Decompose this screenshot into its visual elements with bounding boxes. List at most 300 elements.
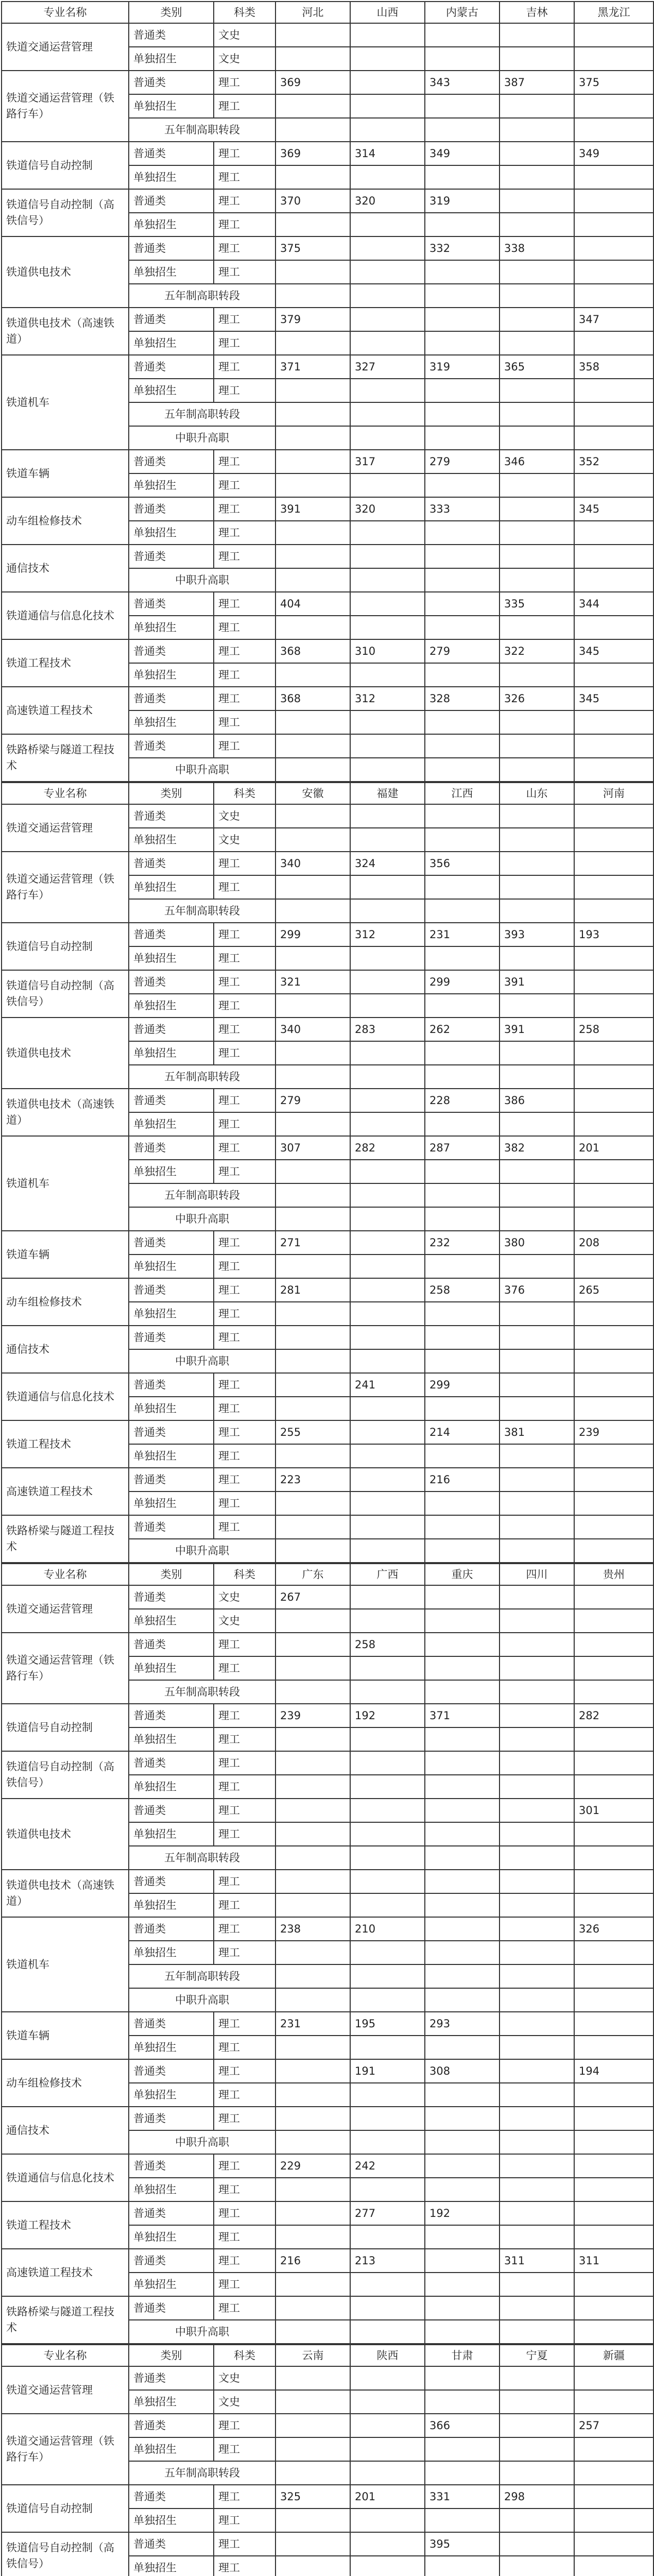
column-header: 类别: [129, 2, 214, 23]
subject-cell: 理工: [214, 616, 276, 639]
score-cell: [276, 616, 350, 639]
score-cell: [574, 165, 653, 189]
score-cell: [500, 497, 574, 521]
table-row: [2, 687, 653, 710]
score-cell: [276, 1751, 350, 1775]
category-cell: 单独招生: [129, 663, 214, 687]
score-cell: [425, 1160, 500, 1183]
score-cell: [276, 2390, 350, 2414]
category-cell: 五年制高职转段: [129, 284, 276, 308]
score-cell: 310: [350, 639, 425, 663]
score-cell: [276, 450, 350, 473]
table-row: [2, 1870, 653, 1893]
score-cell: [350, 94, 425, 118]
score-cell: [425, 2461, 500, 2485]
score-cell: [500, 875, 574, 899]
category-cell: 单独招生: [129, 260, 214, 284]
score-cell: [425, 1255, 500, 1278]
table-row: [2, 970, 653, 994]
score-cell: 319: [425, 189, 500, 213]
score-cell: [574, 1964, 653, 1988]
score-cell: [500, 94, 574, 118]
score-cell: [350, 1255, 425, 1278]
subject-cell: 理工: [214, 1515, 276, 1539]
score-cell: 326: [500, 687, 574, 710]
score-cell: [425, 2107, 500, 2130]
score-cell: 358: [574, 355, 653, 379]
score-cell: 298: [500, 2485, 574, 2509]
category-cell: 单独招生: [129, 1609, 214, 1633]
category-cell: 单独招生: [129, 1941, 214, 1964]
category-cell: 五年制高职转段: [129, 1846, 276, 1870]
score-cell: [350, 734, 425, 758]
score-cell: 314: [350, 142, 425, 165]
subject-cell: 理工: [214, 2485, 276, 2509]
major-name: 动车组检修技术: [2, 497, 129, 545]
category-cell: 单独招生: [129, 616, 214, 639]
column-header: 类别: [129, 783, 214, 804]
score-cell: [574, 994, 653, 1018]
score-cell: 299: [425, 970, 500, 994]
score-cell: [350, 1397, 425, 1420]
score-cell: [500, 1207, 574, 1231]
score-cell: [425, 2083, 500, 2107]
score-cell: 258: [350, 1633, 425, 1656]
category-cell: 单独招生: [129, 946, 214, 970]
subject-cell: 理工: [214, 355, 276, 379]
table-row: [2, 639, 653, 663]
score-cell: [500, 1302, 574, 1326]
score-cell: [276, 1302, 350, 1326]
score-cell: [574, 1255, 653, 1278]
score-cell: [500, 1183, 574, 1207]
score-cell: [574, 2485, 653, 2509]
score-cell: [500, 1917, 574, 1941]
score-cell: 271: [276, 1231, 350, 1255]
category-cell: 普通类: [129, 1278, 214, 1302]
score-cell: [425, 2366, 500, 2390]
subject-cell: 理工: [214, 497, 276, 521]
score-cell: [574, 2556, 653, 2576]
score-cell: [350, 118, 425, 142]
subject-cell: 理工: [214, 473, 276, 497]
score-cell: [574, 1065, 653, 1089]
score-cell: [500, 663, 574, 687]
category-cell: 普通类: [129, 923, 214, 946]
header-row: [2, 2345, 653, 2366]
score-cell: [350, 2036, 425, 2059]
score-cell: [350, 2178, 425, 2201]
score-cell: 216: [425, 1468, 500, 1492]
subject-cell: 理工: [214, 1941, 276, 1964]
score-cell: 343: [425, 71, 500, 94]
table-row: [2, 142, 653, 165]
table-row: [2, 2485, 653, 2509]
province-header: 宁夏: [500, 2345, 574, 2366]
score-cell: [350, 970, 425, 994]
score-cell: [500, 1941, 574, 1964]
score-cell: 391: [500, 970, 574, 994]
score-cell: 381: [500, 1420, 574, 1444]
score-cell: [425, 2320, 500, 2344]
score-cell: [500, 758, 574, 782]
subject-cell: 理工: [214, 165, 276, 189]
score-cell: [574, 2532, 653, 2556]
subject-cell: 理工: [214, 1727, 276, 1751]
table-row: [2, 355, 653, 379]
score-cell: [425, 1988, 500, 2012]
subject-cell: 理工: [214, 1468, 276, 1492]
subject-cell: 理工: [214, 734, 276, 758]
category-cell: 普通类: [129, 2485, 214, 2509]
score-cell: [425, 2178, 500, 2201]
score-cell: [350, 2556, 425, 2576]
score-cell: [574, 260, 653, 284]
major-name: 铁道信号自动控制（高铁信号）: [2, 970, 129, 1018]
subject-cell: 理工: [214, 450, 276, 473]
score-cell: [574, 331, 653, 355]
score-cell: [350, 165, 425, 189]
score-cell: [425, 2556, 500, 2576]
score-cell: [574, 2178, 653, 2201]
score-cell: [500, 1988, 574, 2012]
category-cell: 五年制高职转段: [129, 1183, 276, 1207]
table-row: [2, 2059, 653, 2083]
score-cell: [574, 1183, 653, 1207]
score-cell: [500, 1609, 574, 1633]
major-name: 铁道工程技术: [2, 639, 129, 687]
score-cell: [500, 1373, 574, 1397]
score-cell: 210: [350, 1917, 425, 1941]
score-cell: 311: [574, 2249, 653, 2273]
category-cell: 普通类: [129, 1799, 214, 1822]
category-cell: 普通类: [129, 592, 214, 616]
subject-cell: 理工: [214, 639, 276, 663]
score-cell: [350, 1799, 425, 1822]
score-cell: [350, 1065, 425, 1089]
score-cell: 345: [574, 497, 653, 521]
category-cell: 五年制高职转段: [129, 1065, 276, 1089]
score-cell: [500, 1727, 574, 1751]
subject-cell: 理工: [214, 970, 276, 994]
score-cell: [350, 1822, 425, 1846]
table-row: [2, 1089, 653, 1112]
score-cell: 208: [574, 1231, 653, 1255]
score-table: [1, 2344, 654, 2576]
column-header: 类别: [129, 1564, 214, 1585]
subject-cell: 理工: [214, 2296, 276, 2320]
score-cell: [500, 852, 574, 875]
score-cell: [425, 899, 500, 923]
score-cell: [574, 23, 653, 47]
subject-cell: 理工: [214, 687, 276, 710]
score-cell: [350, 1160, 425, 1183]
subject-cell: 理工: [214, 379, 276, 402]
score-cell: [574, 1893, 653, 1917]
score-cell: [425, 2249, 500, 2273]
score-cell: [574, 1846, 653, 1870]
score-cell: [425, 402, 500, 426]
score-cell: [350, 663, 425, 687]
score-cell: [574, 1988, 653, 2012]
score-cell: [350, 1231, 425, 1255]
table-row: [2, 1917, 653, 1941]
score-cell: [276, 2201, 350, 2225]
score-cell: 345: [574, 687, 653, 710]
score-cell: [500, 1751, 574, 1775]
category-cell: 普通类: [129, 1704, 214, 1727]
subject-cell: 理工: [214, 2178, 276, 2201]
score-cell: [425, 1326, 500, 1349]
score-cell: [276, 47, 350, 71]
score-cell: [574, 852, 653, 875]
score-cell: [350, 1941, 425, 1964]
score-cell: [500, 1893, 574, 1917]
score-cell: [500, 1539, 574, 1563]
score-cell: [574, 189, 653, 213]
score-cell: [574, 758, 653, 782]
score-cell: [425, 521, 500, 545]
major-name: 铁道信号自动控制（高铁信号）: [2, 189, 129, 236]
subject-cell: 文史: [214, 1609, 276, 1633]
subject-cell: 文史: [214, 23, 276, 47]
score-cell: 391: [276, 497, 350, 521]
score-cell: [350, 1326, 425, 1349]
category-cell: 单独招生: [129, 875, 214, 899]
table-row: [2, 23, 653, 47]
score-cell: [500, 1444, 574, 1468]
score-cell: [350, 1444, 425, 1468]
score-cell: [425, 1302, 500, 1326]
category-cell: 普通类: [129, 2201, 214, 2225]
score-cell: 191: [350, 2059, 425, 2083]
major-name: 高速铁道工程技术: [2, 687, 129, 734]
score-cell: [574, 94, 653, 118]
score-cell: [574, 1515, 653, 1539]
category-cell: 单独招生: [129, 828, 214, 852]
subject-cell: 理工: [214, 1444, 276, 1468]
subject-cell: 理工: [214, 1089, 276, 1112]
score-cell: 307: [276, 1136, 350, 1160]
score-cell: [276, 545, 350, 568]
score-cell: 282: [574, 1704, 653, 1727]
score-cell: 239: [574, 1420, 653, 1444]
table-row: [2, 804, 653, 828]
score-cell: [276, 2273, 350, 2296]
subject-cell: 理工: [214, 1893, 276, 1917]
category-cell: 普通类: [129, 142, 214, 165]
table-row: [2, 1585, 653, 1609]
score-cell: [350, 521, 425, 545]
score-cell: [574, 47, 653, 71]
score-cell: [350, 1964, 425, 1988]
column-header: 科类: [214, 2345, 276, 2366]
category-cell: 普通类: [129, 2366, 214, 2390]
score-cell: 340: [276, 1018, 350, 1041]
table-row: [2, 1136, 653, 1160]
category-cell: 普通类: [129, 545, 214, 568]
score-cell: [276, 2414, 350, 2437]
score-cell: [574, 2130, 653, 2154]
score-cell: [350, 568, 425, 592]
score-cell: [574, 2273, 653, 2296]
score-cell: [500, 1799, 574, 1822]
category-cell: 普通类: [129, 355, 214, 379]
category-cell: 单独招生: [129, 2437, 214, 2461]
score-cell: [276, 1988, 350, 2012]
score-cell: [425, 2509, 500, 2532]
score-cell: [276, 1633, 350, 1656]
score-cell: [500, 1822, 574, 1846]
score-cell: [350, 1515, 425, 1539]
category-cell: 普通类: [129, 1231, 214, 1255]
category-cell: 单独招生: [129, 1302, 214, 1326]
score-cell: [425, 804, 500, 828]
score-cell: [574, 616, 653, 639]
major-name: 铁道供电技术: [2, 236, 129, 308]
score-cell: [425, 734, 500, 758]
score-cell: 311: [500, 2249, 574, 2273]
score-cell: [350, 1893, 425, 1917]
score-cell: [425, 260, 500, 284]
column-header: 科类: [214, 1564, 276, 1585]
score-cell: [350, 2225, 425, 2249]
score-cell: [350, 616, 425, 639]
score-cell: [500, 2414, 574, 2437]
score-cell: [425, 616, 500, 639]
major-name: 铁路桥梁与隧道工程技术: [2, 2296, 129, 2344]
score-cell: 282: [350, 1136, 425, 1160]
score-cell: 393: [500, 923, 574, 946]
score-cell: [425, 23, 500, 47]
score-cell: [574, 828, 653, 852]
province-header: 山西: [350, 2, 425, 23]
score-cell: [276, 899, 350, 923]
score-cell: 346: [500, 450, 574, 473]
subject-cell: 理工: [214, 994, 276, 1018]
score-cell: [276, 260, 350, 284]
score-cell: [574, 663, 653, 687]
category-cell: 单独招生: [129, 2225, 214, 2249]
table-row: [2, 545, 653, 568]
column-header: 专业名称: [2, 2345, 129, 2366]
score-cell: [574, 1326, 653, 1349]
subject-cell: 理工: [214, 1255, 276, 1278]
score-cell: [276, 213, 350, 236]
subject-cell: 理工: [214, 521, 276, 545]
subject-cell: 理工: [214, 1397, 276, 1420]
score-cell: [276, 1799, 350, 1822]
score-cell: [425, 1041, 500, 1065]
category-cell: 中职升高职: [129, 426, 276, 450]
score-cell: [276, 2225, 350, 2249]
subject-cell: 理工: [214, 2249, 276, 2273]
score-cell: [500, 2178, 574, 2201]
score-cell: [276, 1444, 350, 1468]
major-name: 铁道通信与信息化技术: [2, 592, 129, 639]
score-cell: [425, 1349, 500, 1373]
province-header: 江西: [425, 783, 500, 804]
score-cell: [276, 2083, 350, 2107]
subject-cell: 理工: [214, 2107, 276, 2130]
score-cell: [425, 946, 500, 970]
score-cell: [425, 710, 500, 734]
score-cell: [574, 2107, 653, 2130]
score-cell: [276, 710, 350, 734]
score-cell: [500, 47, 574, 71]
score-cell: [574, 875, 653, 899]
column-header: 专业名称: [2, 2, 129, 23]
score-cell: [500, 1515, 574, 1539]
score-cell: [425, 1444, 500, 1468]
score-cell: [500, 1633, 574, 1656]
subject-cell: 理工: [214, 1751, 276, 1775]
major-name: 铁道机车: [2, 355, 129, 450]
table-row: [2, 1231, 653, 1255]
score-table: [1, 1, 654, 782]
score-cell: [350, 828, 425, 852]
score-cell: 320: [350, 189, 425, 213]
province-header: 安徽: [276, 783, 350, 804]
score-table: [1, 1563, 654, 2344]
score-cell: [500, 379, 574, 402]
major-name: 铁道工程技术: [2, 2201, 129, 2249]
subject-cell: 理工: [214, 2273, 276, 2296]
subject-cell: 文史: [214, 1585, 276, 1609]
province-header: 山东: [500, 783, 574, 804]
score-cell: 368: [276, 687, 350, 710]
score-cell: [425, 2296, 500, 2320]
score-cell: [500, 2154, 574, 2178]
category-cell: 单独招生: [129, 1822, 214, 1846]
score-cell: [500, 1065, 574, 1089]
subject-cell: 理工: [214, 946, 276, 970]
score-cell: [350, 2509, 425, 2532]
major-name: 铁道供电技术（高速铁道）: [2, 1870, 129, 1917]
score-cell: [500, 308, 574, 331]
column-header: 科类: [214, 783, 276, 804]
subject-cell: 理工: [214, 236, 276, 260]
subject-cell: 文史: [214, 2390, 276, 2414]
score-cell: 327: [350, 355, 425, 379]
score-cell: [425, 284, 500, 308]
score-cell: [276, 1893, 350, 1917]
score-cell: [425, 1799, 500, 1822]
score-cell: [276, 284, 350, 308]
subject-cell: 理工: [214, 1656, 276, 1680]
score-cell: [574, 899, 653, 923]
score-cell: [350, 1539, 425, 1563]
score-cell: [500, 2556, 574, 2576]
score-table: [1, 782, 654, 1563]
score-cell: 387: [500, 71, 574, 94]
category-cell: 普通类: [129, 236, 214, 260]
subject-cell: 文史: [214, 828, 276, 852]
category-cell: 单独招生: [129, 2273, 214, 2296]
province-header: 贵州: [574, 1564, 653, 1585]
score-cell: [425, 1609, 500, 1633]
major-name: 铁路桥梁与隧道工程技术: [2, 1515, 129, 1563]
category-cell: 单独招生: [129, 2509, 214, 2532]
score-cell: [500, 1964, 574, 1988]
category-cell: 单独招生: [129, 2178, 214, 2201]
score-cell: [500, 2225, 574, 2249]
table-row: [2, 734, 653, 758]
category-cell: 普通类: [129, 2154, 214, 2178]
score-cell: [500, 616, 574, 639]
score-cell: [425, 1656, 500, 1680]
score-cell: [574, 402, 653, 426]
